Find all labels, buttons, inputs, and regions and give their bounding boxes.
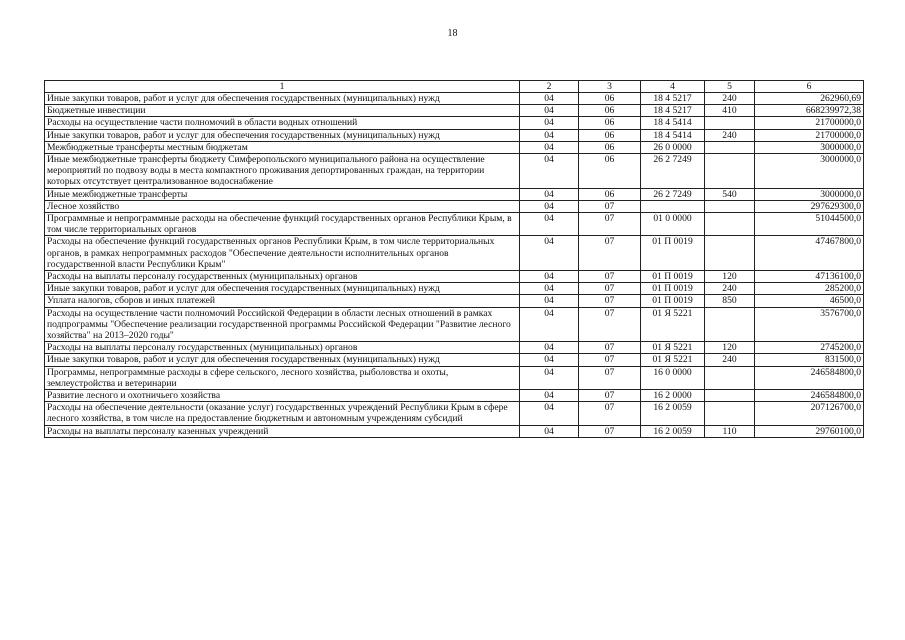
row-amount: 262960,69 (755, 93, 864, 105)
row-subsection-code: 07 (579, 283, 641, 295)
table-row (45, 283, 864, 295)
row-expense-type (705, 141, 755, 153)
row-expense-type (705, 117, 755, 129)
row-target-article: 18 4 5217 (641, 93, 705, 105)
row-section-code: 04 (520, 283, 579, 295)
row-subsection-code: 07 (579, 354, 641, 366)
row-subsection-code: 07 (579, 307, 641, 342)
page-number: 18 (447, 28, 458, 39)
row-amount: 831500,0 (755, 354, 864, 366)
budget-table (44, 80, 864, 438)
row-expense-type (705, 390, 755, 402)
row-section-code: 04 (520, 236, 579, 271)
row-section-code: 04 (520, 154, 579, 189)
row-amount: 668239972,38 (755, 105, 864, 117)
row-target-article: 01 Я 5221 (641, 307, 705, 342)
table-row (45, 390, 864, 402)
row-target-article: 18 4 5414 (641, 117, 705, 129)
row-amount: 29760100,0 (755, 425, 864, 437)
row-name: Иные закупки товаров, работ и услуг для обеспечения государственных (муниципальных) нужд (45, 354, 520, 366)
row-amount: 21700000,0 (755, 117, 864, 129)
row-section-code: 04 (520, 271, 579, 283)
row-expense-type: 240 (705, 283, 755, 295)
row-subsection-code: 06 (579, 93, 641, 105)
table-row (45, 425, 864, 437)
header-col-6: 6 (755, 81, 864, 93)
row-name: Уплата налогов, сборов и иных платежей (45, 295, 520, 307)
row-name: Лесное хозяйство (45, 200, 520, 212)
header-col-2: 2 (520, 81, 579, 93)
row-section-code: 04 (520, 390, 579, 402)
table-row (45, 295, 864, 307)
row-section-code: 04 (520, 93, 579, 105)
row-name: Программы, непрограммные расходы в сфере сельского, лесного хозяйства, рыболовства и охоты, землеустройства и ветеринарии (45, 366, 520, 389)
row-expense-type (705, 402, 755, 425)
row-expense-type: 110 (705, 425, 755, 437)
row-amount: 3000000,0 (755, 188, 864, 200)
row-amount: 2745200,0 (755, 342, 864, 354)
row-name: Расходы на выплаты персоналу государственных (муниципальных) органов (45, 271, 520, 283)
table-row (45, 342, 864, 354)
row-section-code: 04 (520, 307, 579, 342)
row-subsection-code: 07 (579, 271, 641, 283)
table-row (45, 307, 864, 342)
row-subsection-code: 06 (579, 141, 641, 153)
row-amount: 47467800,0 (755, 236, 864, 271)
row-expense-type (705, 154, 755, 189)
row-section-code: 04 (520, 342, 579, 354)
row-name: Иные закупки товаров, работ и услуг для обеспечения государственных (муниципальных) нужд (45, 283, 520, 295)
table-row (45, 271, 864, 283)
row-amount: 51044500,0 (755, 213, 864, 236)
row-subsection-code: 06 (579, 154, 641, 189)
row-name: Межбюджетные трансферты местным бюджетам (45, 141, 520, 153)
row-target-article: 18 4 5414 (641, 129, 705, 141)
row-amount: 3000000,0 (755, 154, 864, 189)
row-section-code: 04 (520, 105, 579, 117)
row-amount: 47136100,0 (755, 271, 864, 283)
row-section-code: 04 (520, 117, 579, 129)
row-target-article: 01 0 0000 (641, 213, 705, 236)
row-amount: 285200,0 (755, 283, 864, 295)
table-header-row (45, 81, 864, 93)
row-expense-type: 120 (705, 271, 755, 283)
row-subsection-code: 07 (579, 425, 641, 437)
table-row (45, 200, 864, 212)
row-amount: 297629300,0 (755, 200, 864, 212)
row-name: Расходы на осуществление части полномочий Российской Федерации в области лесных отношений в рамках подпрограммы "Обеспечение реализации государственной программы Российской Федерации "Развитие лесного хозяйства" на 2013–2020 годы" (45, 307, 520, 342)
table-row (45, 117, 864, 129)
row-section-code: 04 (520, 402, 579, 425)
row-target-article: 01 П 0019 (641, 295, 705, 307)
table-row (45, 366, 864, 389)
row-amount: 207126700,0 (755, 402, 864, 425)
row-section-code: 04 (520, 425, 579, 437)
row-subsection-code: 06 (579, 129, 641, 141)
table-row (45, 154, 864, 189)
row-section-code: 04 (520, 295, 579, 307)
row-expense-type: 850 (705, 295, 755, 307)
row-name: Иные межбюджетные трансферты (45, 188, 520, 200)
row-name: Развитие лесного и охотничьего хозяйства (45, 390, 520, 402)
row-target-article: 01 П 0019 (641, 271, 705, 283)
row-name: Иные закупки товаров, работ и услуг для обеспечения государственных (муниципальных) нужд (45, 93, 520, 105)
row-expense-type: 410 (705, 105, 755, 117)
row-subsection-code: 07 (579, 200, 641, 212)
row-section-code: 04 (520, 354, 579, 366)
table-row (45, 402, 864, 425)
row-amount: 3000000,0 (755, 141, 864, 153)
row-subsection-code: 07 (579, 366, 641, 389)
row-section-code: 04 (520, 141, 579, 153)
row-section-code: 04 (520, 129, 579, 141)
row-subsection-code: 07 (579, 236, 641, 271)
row-expense-type (705, 200, 755, 212)
table-row (45, 188, 864, 200)
row-expense-type: 120 (705, 342, 755, 354)
header-col-4: 4 (641, 81, 705, 93)
row-amount: 246584800,0 (755, 366, 864, 389)
row-target-article: 26 2 7249 (641, 154, 705, 189)
row-target-article: 01 П 0019 (641, 283, 705, 295)
row-section-code: 04 (520, 200, 579, 212)
row-name: Расходы на обеспечение функций государственных органов Республики Крым, в том числе территориальных органов, в рамках непрограммных расходов "Обеспечение деятельности исполнительных органов государственной власти Республики Крым" (45, 236, 520, 271)
row-subsection-code: 07 (579, 390, 641, 402)
header-col-5: 5 (705, 81, 755, 93)
table-row (45, 129, 864, 141)
table-row (45, 354, 864, 366)
row-subsection-code: 06 (579, 117, 641, 129)
row-subsection-code: 07 (579, 342, 641, 354)
row-expense-type: 240 (705, 129, 755, 141)
row-expense-type: 540 (705, 188, 755, 200)
row-expense-type (705, 366, 755, 389)
row-target-article: 26 2 7249 (641, 188, 705, 200)
row-name: Расходы на выплаты персоналу государственных (муниципальных) органов (45, 342, 520, 354)
row-expense-type: 240 (705, 93, 755, 105)
row-name: Расходы на обеспечение деятельности (оказание услуг) государственных учреждений Республики Крым в сфере лесного хозяйства, в том числе на предоставление бюджетным и автономным учреждениям субсидий (45, 402, 520, 425)
row-target-article: 16 0 0000 (641, 366, 705, 389)
row-subsection-code: 07 (579, 402, 641, 425)
row-expense-type (705, 307, 755, 342)
row-amount: 46500,0 (755, 295, 864, 307)
table-row (45, 213, 864, 236)
row-target-article (641, 200, 705, 212)
header-col-3: 3 (579, 81, 641, 93)
table-row (45, 105, 864, 117)
row-name: Бюджетные инвестиции (45, 105, 520, 117)
row-amount: 21700000,0 (755, 129, 864, 141)
row-target-article: 18 4 5217 (641, 105, 705, 117)
row-name: Расходы на осуществление части полномочий в области водных отношений (45, 117, 520, 129)
row-name: Иные межбюджетные трансферты бюджету Симферопольского муниципального района на осуществление мероприятий по подвозу воды в места компактного проживания депортированных граждан, на территории которых отсутствует централизованное водоснабжение (45, 154, 520, 189)
row-subsection-code: 06 (579, 105, 641, 117)
row-expense-type: 240 (705, 354, 755, 366)
row-target-article: 01 Я 5221 (641, 342, 705, 354)
row-target-article: 16 2 0059 (641, 402, 705, 425)
table-row (45, 236, 864, 271)
row-name: Программные и непрограммные расходы на обеспечение функций государственных органов Республики Крым, в том числе территориальных органов (45, 213, 520, 236)
row-name: Расходы на выплаты персоналу казенных учреждений (45, 425, 520, 437)
row-amount: 246584800,0 (755, 390, 864, 402)
row-section-code: 04 (520, 213, 579, 236)
row-section-code: 04 (520, 188, 579, 200)
row-amount: 3576700,0 (755, 307, 864, 342)
row-subsection-code: 07 (579, 295, 641, 307)
row-subsection-code: 06 (579, 188, 641, 200)
row-target-article: 16 2 0059 (641, 425, 705, 437)
header-col-1: 1 (45, 81, 520, 93)
row-expense-type (705, 236, 755, 271)
row-subsection-code: 07 (579, 213, 641, 236)
row-target-article: 26 0 0000 (641, 141, 705, 153)
row-target-article: 16 2 0000 (641, 390, 705, 402)
row-expense-type (705, 213, 755, 236)
row-name: Иные закупки товаров, работ и услуг для обеспечения государственных (муниципальных) нужд (45, 129, 520, 141)
table-row (45, 141, 864, 153)
row-target-article: 01 П 0019 (641, 236, 705, 271)
row-section-code: 04 (520, 366, 579, 389)
row-target-article: 01 Я 5221 (641, 354, 705, 366)
table-row (45, 93, 864, 105)
